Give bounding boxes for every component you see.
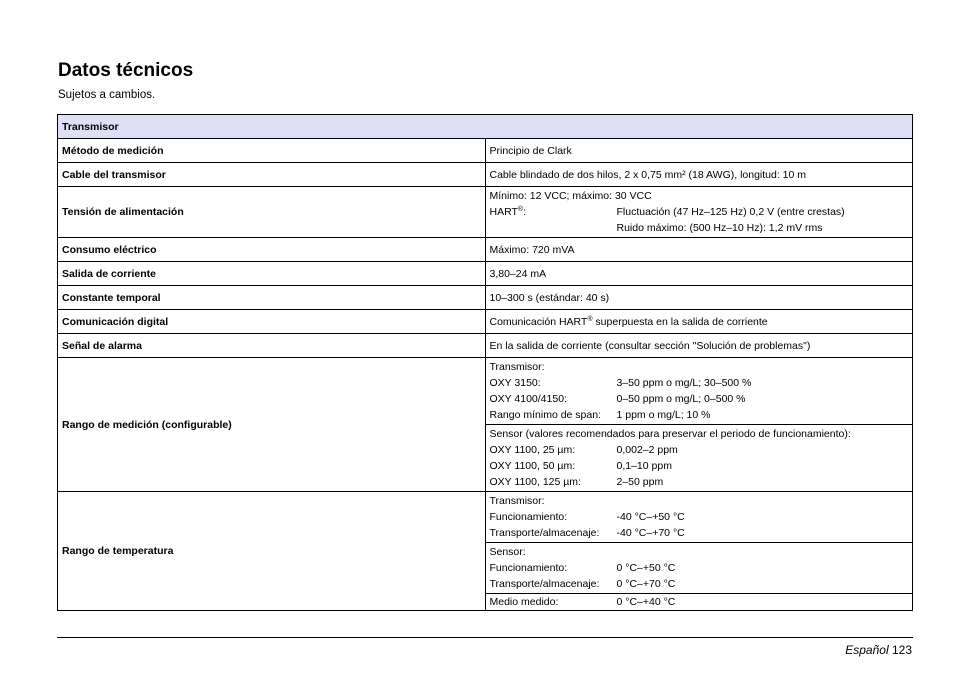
table-row (58, 492, 913, 543)
row-value (485, 187, 913, 238)
fluctuation-value: Fluctuación (47 Hz–125 Hz) 0,2 V (entre crestas) (616, 206, 845, 218)
row-value: 10–300 s (estándar: 40 s) (485, 286, 913, 310)
table-row (58, 358, 913, 425)
table-header: Transmisor (58, 115, 913, 139)
section-title: Sensor (valores recomendados para preservar el periodo de funcionamiento): (489, 428, 851, 440)
row-label: Tensión de alimentación (58, 187, 486, 238)
row-value: Principio de Clark (485, 139, 913, 163)
technical-data-table (57, 114, 913, 611)
noise-value: Ruido máximo: (500 Hz–10 Hz): 1,2 mV rms (616, 222, 823, 234)
row-value: Máximo: 720 mVA (485, 238, 913, 262)
table-row (58, 139, 913, 163)
page-title: Datos técnicos (58, 60, 194, 81)
row-label: Método de medición (58, 139, 486, 163)
footer-language: Español (845, 643, 889, 657)
row-value: En la salida de corriente (consultar sección "Solución de problemas") (485, 334, 913, 358)
section-title: Transmisor: (489, 495, 545, 507)
row-value: Cable blindado de dos hilos, 2 x 0,75 mm² (18 AWG), longitud: 10 m (485, 163, 913, 187)
row-value: Transmisor: OXY 3150: 3–50 ppm o mg/L; 30–500 % OXY 4100/4150: 0–50 ppm o mg/L; 0–500 % Rango mínimo de span: 1 ppm o mg/L; 10 % (485, 358, 913, 425)
footer-divider (57, 637, 913, 638)
row-label: Salida de corriente (58, 262, 486, 286)
row-label: Cable del transmisor (58, 163, 486, 187)
table-row (58, 310, 913, 334)
table-row (58, 238, 913, 262)
table-header-row (58, 115, 913, 139)
row-value: Sensor (valores recomendados para preservar el periodo de funcionamiento): OXY 1100, 25 µm: 0,002–2 ppm OXY 1100, 50 µm: 0,1–10 ppm OXY 1100, 125 µm: 2–50 ppm (485, 425, 913, 492)
section-title: Sensor: (489, 546, 526, 558)
row-value: 3,80–24 mA (485, 262, 913, 286)
row-label: Señal de alarma (58, 334, 486, 358)
table-row (58, 262, 913, 286)
table-row (58, 286, 913, 310)
page-subtitle: Sujetos a cambios. (58, 89, 156, 101)
row-label: Consumo eléctrico (58, 238, 486, 262)
row-value: Transmisor: Funcionamiento: -40 °C–+50 °C Transporte/almacenaje: -40 °C–+70 °C (485, 492, 913, 543)
row-value: Comunicación HART® superpuesta en la salida de corriente (485, 310, 913, 334)
page-number: 123 (891, 643, 912, 657)
hart-label: HART®: (489, 206, 526, 218)
table-row (58, 187, 913, 238)
row-value: Sensor: Funcionamiento: 0 °C–+50 °C Transporte/almacenaje: 0 °C–+70 °C (485, 543, 913, 594)
row-label: Constante temporal (58, 286, 486, 310)
row-label: Rango de temperatura (58, 492, 486, 611)
table-row (58, 163, 913, 187)
table-row (58, 334, 913, 358)
row-label: Rango de medición (configurable) (58, 358, 486, 492)
tension-min-max: Mínimo: 12 VCC; máximo: 30 VCC (489, 190, 652, 202)
row-value: Medio medido: 0 °C–+40 °C (485, 594, 913, 611)
page-footer (845, 643, 912, 657)
section-title: Transmisor: (489, 361, 545, 373)
row-label: Comunicación digital (58, 310, 486, 334)
